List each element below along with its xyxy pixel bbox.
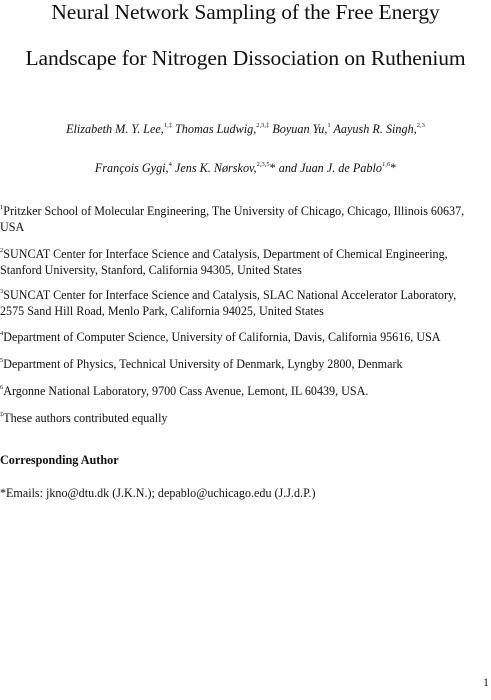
- author-name: Boyuan Yu,: [272, 122, 328, 136]
- author-affiliation-marker: 4: [168, 160, 172, 168]
- affiliation-text: 2575 Sand Hill Road, Menlo Park, California 94025, United States: [0, 304, 324, 318]
- author-affiliation-marker: 1: [327, 121, 331, 129]
- equal-contribution-note: [0, 410, 486, 426]
- affiliation-text: SUNCAT Center for Interface Science and Catalysis, SLAC National Accelerator Laboratory,: [3, 288, 457, 302]
- affiliation-text: USA: [0, 220, 25, 234]
- author-affiliation-marker: 2,3,‡: [256, 121, 270, 129]
- corresponding-emails: *Emails: jkno@dtu.dk (J.K.N.); depablo@uchicago.edu (J.J.d.P.): [0, 486, 316, 500]
- affiliation-text: Department of Computer Science, University of California, Davis, California 95616, USA: [3, 330, 441, 344]
- corresponding-mark: *: [390, 161, 397, 175]
- affiliation-6: [0, 383, 486, 399]
- author-affiliation-marker: 2,3,5: [256, 160, 270, 168]
- author-name: Juan J. de Pablo: [300, 161, 382, 175]
- affiliation-1: [0, 203, 486, 235]
- affiliation-marker: 6: [0, 383, 4, 391]
- author-line-2: [0, 160, 491, 176]
- author-affiliation-marker: 1,6: [381, 160, 391, 168]
- affiliation-text: SUNCAT Center for Interface Science and Catalysis, Department of Chemical Engineering,: [3, 247, 448, 261]
- affiliation-2: [0, 246, 486, 278]
- page-number: 1: [483, 675, 489, 689]
- author-name: Elizabeth M. Y. Lee,: [66, 122, 164, 136]
- author-name: Aayush R. Singh,: [333, 122, 417, 136]
- affiliation-marker: ‡: [0, 410, 4, 418]
- author-name: François Gygi,: [94, 161, 169, 175]
- paper-title-line-1: Neural Network Sampling of the Free Energy: [51, 0, 440, 24]
- author-affiliation-marker: 1,‡: [163, 121, 172, 129]
- author-name: Thomas Ludwig,: [175, 122, 257, 136]
- author-connector: and: [278, 161, 298, 175]
- author-line-1: [0, 121, 491, 137]
- affiliation-marker: 1: [0, 203, 4, 211]
- affiliation-text: Pritzker School of Molecular Engineering, The University of Chicago, Chicago, Illinois 60637,: [3, 204, 465, 218]
- author-affiliation-marker: 2,3: [416, 121, 425, 129]
- corresponding-mark: *: [269, 161, 276, 175]
- paper-title-line-2: Landscape for Nitrogen Dissociation on Ruthenium: [25, 46, 466, 70]
- affiliation-text: These authors contributed equally: [3, 411, 168, 425]
- affiliation-5: [0, 356, 486, 372]
- corresponding-author-heading: Corresponding Author: [0, 453, 119, 467]
- affiliation-text: Argonne National Laboratory, 9700 Cass Avenue, Lemont, IL 60439, USA.: [3, 384, 369, 398]
- affiliation-marker: 3: [0, 287, 4, 295]
- author-name: Jens K. Nørskov,: [174, 161, 257, 175]
- affiliation-3: [0, 287, 486, 319]
- affiliation-marker: 2: [0, 246, 4, 254]
- affiliation-text: Stanford University, Stanford, California 94305, United States: [0, 263, 302, 277]
- affiliation-text: Department of Physics, Technical University of Denmark, Lyngby 2800, Denmark: [3, 357, 403, 371]
- affiliation-4: [0, 329, 486, 345]
- affiliation-marker: 4: [0, 329, 4, 337]
- affiliation-marker: 5: [0, 356, 4, 364]
